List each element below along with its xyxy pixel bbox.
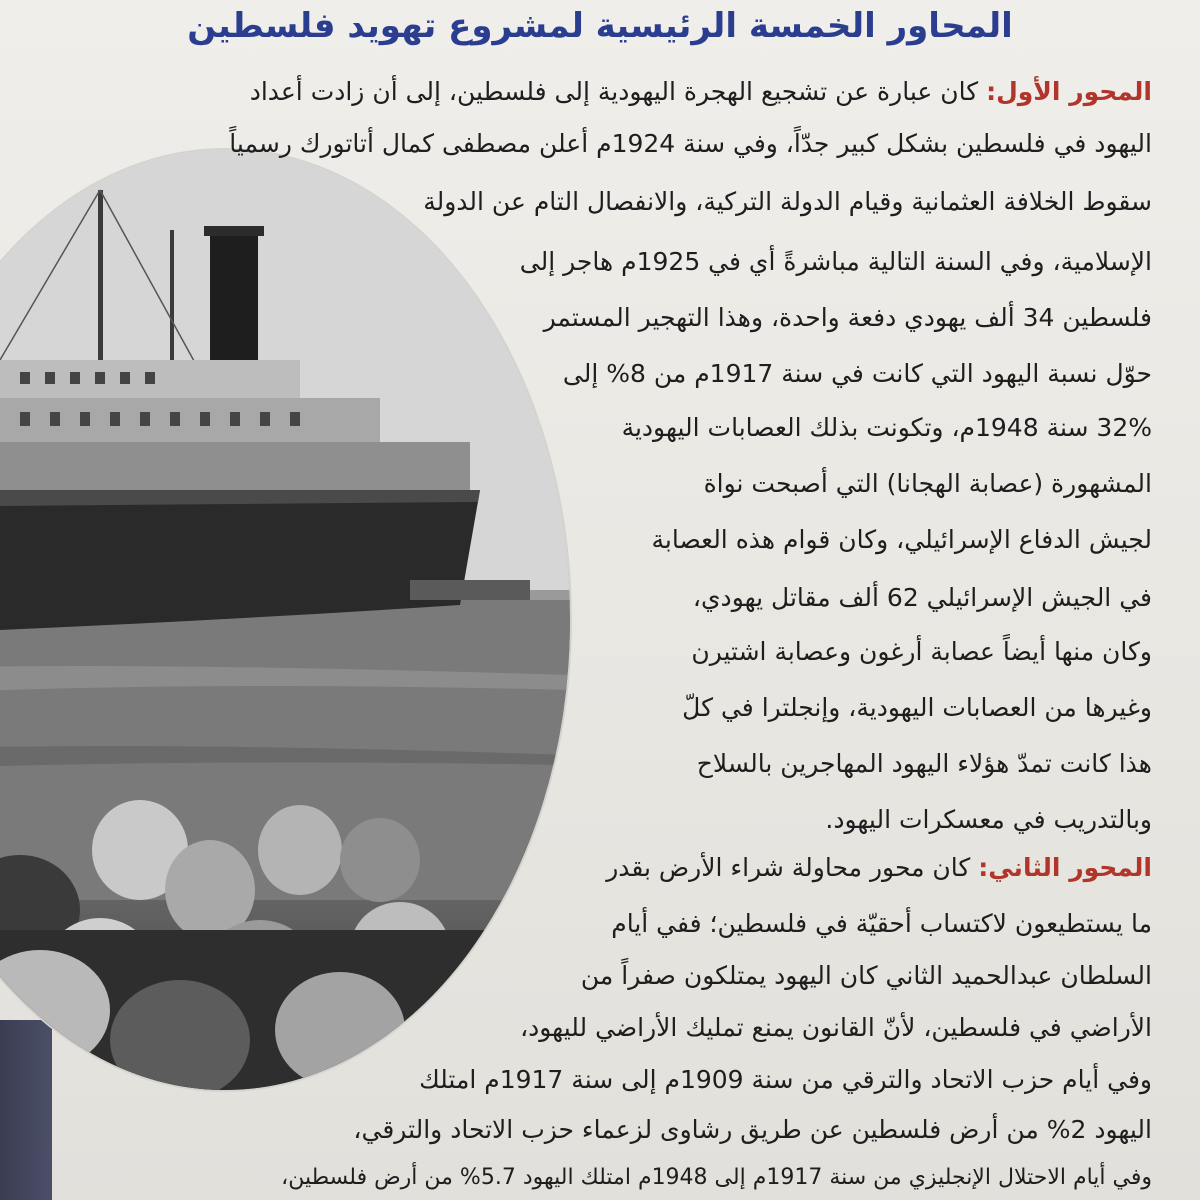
- section1-line-6: حوّل نسبة اليهود التي كانت في سنة 1917م من 8% إلى: [562, 359, 1152, 388]
- section1-line-9: لجيش الدفاع الإسرائيلي، وكان قوام هذه العصابة: [651, 525, 1152, 554]
- section1-line-14: وبالتدريب في معسكرات اليهود.: [825, 805, 1152, 834]
- section2-line-3: السلطان عبدالحميد الثاني كان اليهود يمتلكون صفراً من: [580, 961, 1152, 990]
- section2-line-4: الأراضي في فلسطين، لأنّ القانون يمنع تمليك الأراضي لليهود،: [520, 1013, 1152, 1042]
- section1-line-13: هذا كانت تمدّ هؤلاء اليهود المهاجرين بالسلاح: [696, 749, 1152, 778]
- section1-line-8: المشهورة (عصابة الهجانا) التي أصبحت نواة: [703, 469, 1152, 498]
- section1-text: كان عبارة عن تشجيع الهجرة اليهودية إلى فلسطين، إلى أن زادت أعداد: [249, 77, 979, 106]
- section1-heading: المحور الأول:: [986, 77, 1152, 106]
- section1-line-11: وكان منها أيضاً عصابة أرغون وعصابة اشتيرن: [691, 637, 1152, 666]
- section1-line-7: 32% سنة 1948م، وتكونت بذلك العصابات اليهودية: [621, 413, 1152, 442]
- section2-line-2: ما يستطيعون لاكتساب أحقيّة في فلسطين؛ ففي أيام: [611, 909, 1152, 938]
- section1-line-5: فلسطين 34 ألف يهودي دفعة واحدة، وهذا التهجير المستمر: [543, 303, 1152, 332]
- section1-line-12: وغيرها من العصابات اليهودية، وإنجلترا في كلّ: [682, 693, 1152, 722]
- section1-line-3: سقوط الخلافة العثمانية وقيام الدولة التركية، والانفصال التام عن الدولة: [423, 187, 1152, 216]
- section1-line-4: الإسلامية، وفي السنة التالية مباشرةً أي في 1925م هاجر إلى: [519, 247, 1152, 276]
- section2-line-6: اليهود 2% من أرض فلسطين عن طريق رشاوى لزعماء حزب الاتحاد والترقي،: [353, 1115, 1152, 1144]
- page-title: المحاور الخمسة الرئيسية لمشروع تهويد فلسطين: [187, 6, 1013, 46]
- section1-line-1: [250, 70, 1152, 114]
- section1-line-2: اليهود في فلسطين بشكل كبير جدّاً، وفي سنة 1924م أعلن مصطفى كمال أتاتورك رسمياً: [229, 129, 1152, 158]
- section2-text: كان محور محاولة شراء الأرض بقدر: [606, 853, 971, 882]
- section2-heading: المحور الثاني:: [978, 853, 1152, 882]
- section2-line-1: [606, 846, 1152, 890]
- ship-photo: [0, 150, 570, 1090]
- section1-line-10: في الجيش الإسرائيلي 62 ألف مقاتل يهودي،: [692, 583, 1152, 612]
- section2-line-5: وفي أيام حزب الاتحاد والترقي من سنة 1909م إلى سنة 1917م امتلك: [419, 1065, 1152, 1094]
- section2-line-7: وفي أيام الاحتلال الإنجليزي من سنة 1917م إلى 1948م امتلك اليهود 5.7% من أرض فلسطين،: [281, 1165, 1152, 1190]
- ship-illustration: [0, 150, 570, 1090]
